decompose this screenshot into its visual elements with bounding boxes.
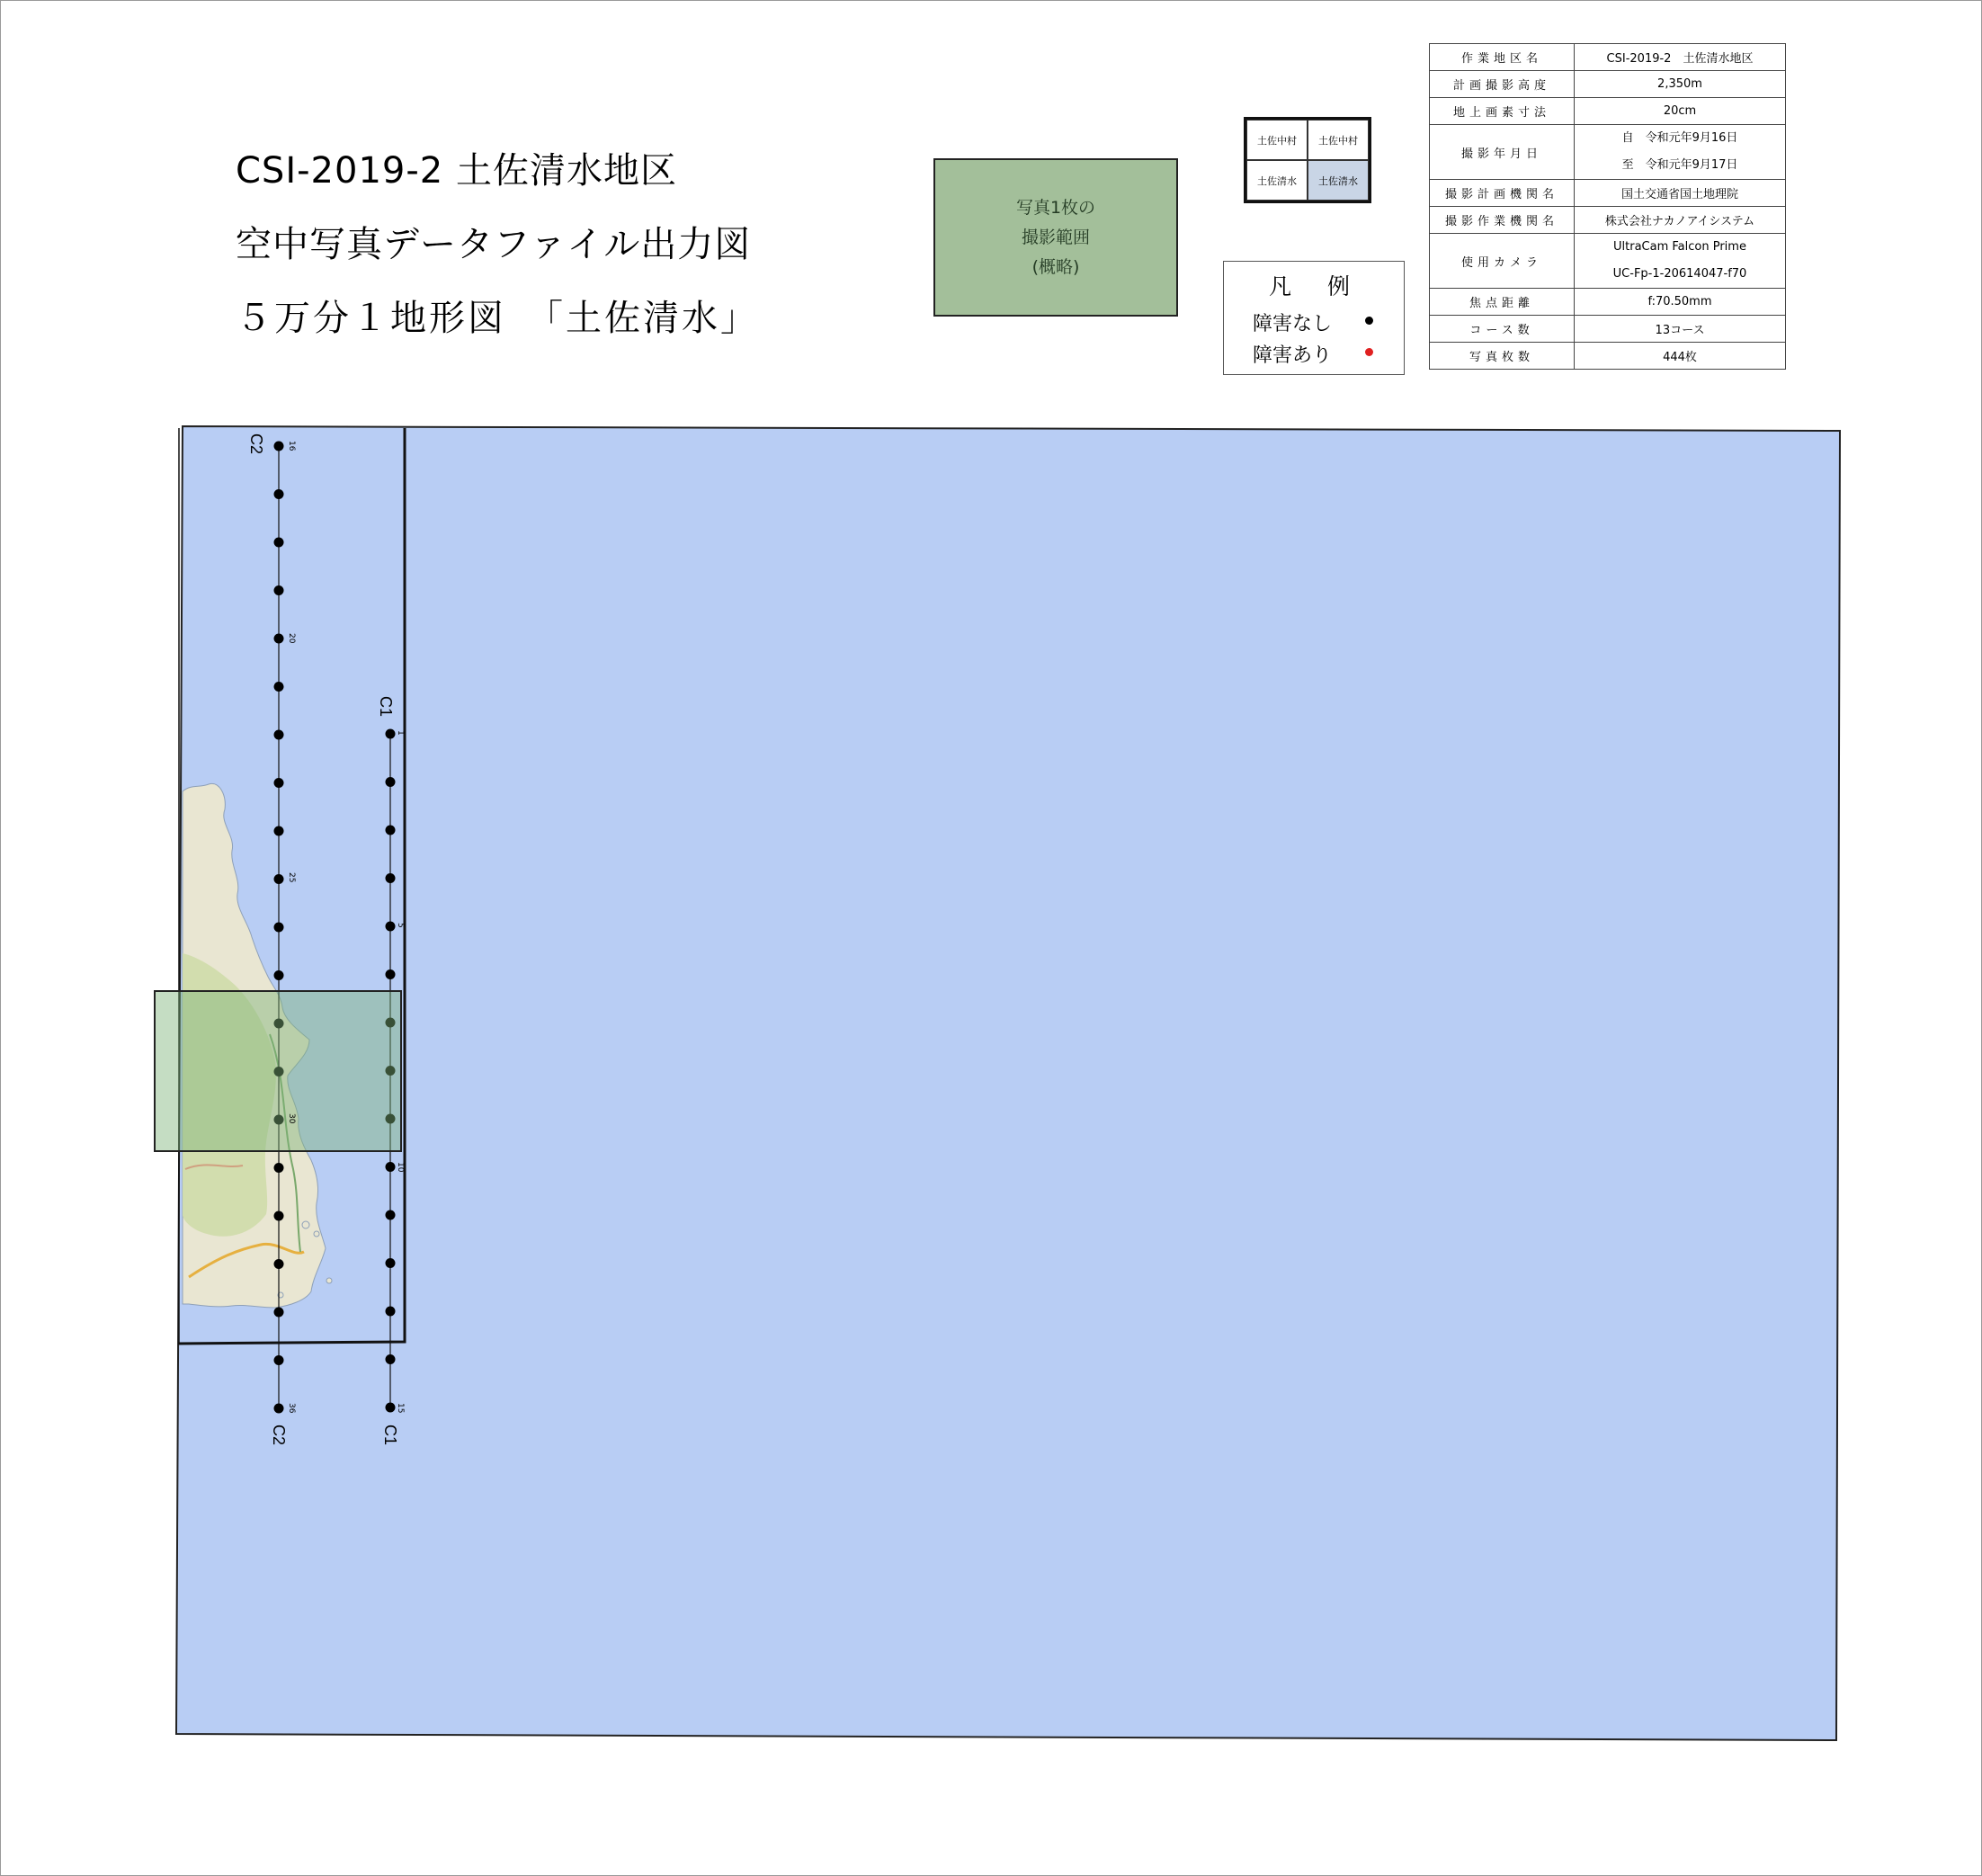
photo-center-point <box>386 1162 396 1172</box>
topo-sheet-name: ５万分１地形図 「土佐清水」 <box>236 298 759 339</box>
photo-number-label: 36 <box>287 1403 296 1414</box>
course-c1-bottom-label: C1 <box>381 1425 399 1446</box>
table-key: 写真枚数 <box>1430 343 1575 370</box>
photo-number-label: 20 <box>287 633 296 644</box>
table-row <box>1430 289 1786 316</box>
photo-center-point <box>386 1307 396 1317</box>
photo-center-point <box>274 1211 284 1221</box>
legend-label: 障害なし <box>1253 313 1333 335</box>
table-key: 撮影作業機関名 <box>1430 207 1575 234</box>
table-row <box>1430 180 1786 207</box>
table-key: 地上画素寸法 <box>1430 98 1575 125</box>
photo-center-point <box>386 873 396 883</box>
photo-center-point <box>274 489 284 499</box>
table-key: コース数 <box>1430 316 1575 343</box>
photo-coverage-text: 撮影範囲 <box>1021 227 1090 247</box>
table-row <box>1430 71 1786 98</box>
table-value: f:70.50mm <box>1575 289 1786 316</box>
index-cell: 土佐中村 <box>1308 120 1369 160</box>
table-value-line: 至 令和元年9月17日 <box>1621 158 1738 172</box>
legend-item-ng <box>1253 340 1332 368</box>
table-key: 使用カメラ <box>1430 234 1575 289</box>
photo-coverage-text: 写真1枚の <box>1015 197 1096 218</box>
photo-center-point <box>386 729 396 739</box>
photo-number-label: 5 <box>396 923 405 928</box>
photo-center-point <box>386 969 396 979</box>
table-key: 作業地区名 <box>1430 44 1575 71</box>
table-row <box>1430 234 1786 289</box>
photo-footprint <box>155 991 401 1151</box>
legend-label: 障害あり <box>1253 344 1333 367</box>
photo-center-point <box>274 634 284 644</box>
photo-number-label: 15 <box>396 1403 405 1414</box>
table-value: 444枚 <box>1575 343 1786 370</box>
index-cell: 土佐中村 <box>1246 120 1308 160</box>
photo-center-point <box>274 970 284 980</box>
photo-center-point <box>386 1258 396 1268</box>
sea-area <box>176 426 1840 1740</box>
legend <box>1223 261 1405 375</box>
photo-center-point <box>274 1355 284 1365</box>
table-value: 13コース <box>1575 316 1786 343</box>
table-value: 20cm <box>1575 98 1786 125</box>
photo-center-point <box>274 442 284 451</box>
table-value: 国土交通省国土地理院 <box>1575 180 1786 207</box>
photo-center-point <box>274 730 284 740</box>
islet <box>314 1231 319 1237</box>
legend-item-ok <box>1253 308 1332 336</box>
photo-center-point <box>386 922 396 932</box>
table-row <box>1430 343 1786 370</box>
photo-number-label: 10 <box>396 1162 405 1173</box>
course-c2-top-label: C2 <box>247 433 265 455</box>
photo-center-point <box>274 1404 284 1414</box>
photo-center-point <box>386 1354 396 1364</box>
table-key: 計画撮影高度 <box>1430 71 1575 98</box>
table-value: CSI-2019-2 土佐清水地区 <box>1575 44 1786 71</box>
table-row <box>1430 207 1786 234</box>
table-value-line: UC-Fp-1-20614047-f70 <box>1612 267 1747 281</box>
red-dot-icon <box>1365 348 1373 356</box>
photo-center-point <box>274 1259 284 1269</box>
table-value: 株式会社ナカノアイシステム <box>1575 207 1786 234</box>
photo-center-point <box>274 538 284 548</box>
photo-number-label: 16 <box>287 441 296 451</box>
survey-info-table <box>1429 43 1786 370</box>
table-key: 焦点距離 <box>1430 289 1575 316</box>
table-value: 2,350m <box>1575 71 1786 98</box>
islet <box>302 1221 309 1228</box>
table-row <box>1430 98 1786 125</box>
photo-center-point <box>386 777 396 787</box>
photo-center-point <box>274 778 284 788</box>
photo-center-point <box>274 826 284 836</box>
table-value <box>1575 125 1786 180</box>
legend-title: 凡例 <box>1269 273 1387 299</box>
map-subtitle: 空中写真データファイル出力図 <box>236 224 752 265</box>
table-row <box>1430 125 1786 180</box>
black-dot-icon <box>1365 317 1373 325</box>
table-value <box>1575 234 1786 289</box>
table-row <box>1430 44 1786 71</box>
photo-center-point <box>274 1163 284 1173</box>
index-cell: 土佐清水 <box>1246 160 1308 201</box>
photo-center-point <box>386 1403 396 1413</box>
course-c2-bottom-label: C2 <box>270 1425 288 1446</box>
photo-coverage-text: (概略) <box>1031 256 1080 277</box>
photo-center-point <box>274 585 284 595</box>
photo-center-point <box>386 826 396 835</box>
photo-center-point <box>274 874 284 884</box>
photo-number-label: 1 <box>396 730 405 736</box>
index-map-grid <box>1244 117 1371 203</box>
table-key: 撮影計画機関名 <box>1430 180 1575 207</box>
course-c2-line <box>274 442 284 1414</box>
photo-coverage-sample <box>933 158 1178 317</box>
table-row <box>1430 316 1786 343</box>
table-value-line: 自 令和元年9月16日 <box>1621 131 1738 145</box>
photo-center-point <box>274 1308 284 1318</box>
photo-number-label: 30 <box>287 1113 296 1124</box>
islet <box>326 1278 332 1283</box>
map-title: CSI-2019-2 土佐清水地区 <box>236 150 677 192</box>
table-key: 撮影年月日 <box>1430 125 1575 180</box>
photo-number-label: 25 <box>287 872 296 883</box>
course-c1-top-label: C1 <box>377 696 395 718</box>
index-cell-current: 土佐清水 <box>1308 160 1369 201</box>
photo-center-point <box>386 1210 396 1220</box>
table-value-line: UltraCam Falcon Prime <box>1613 240 1746 254</box>
photo-center-point <box>274 923 284 933</box>
photo-center-point <box>274 682 284 692</box>
